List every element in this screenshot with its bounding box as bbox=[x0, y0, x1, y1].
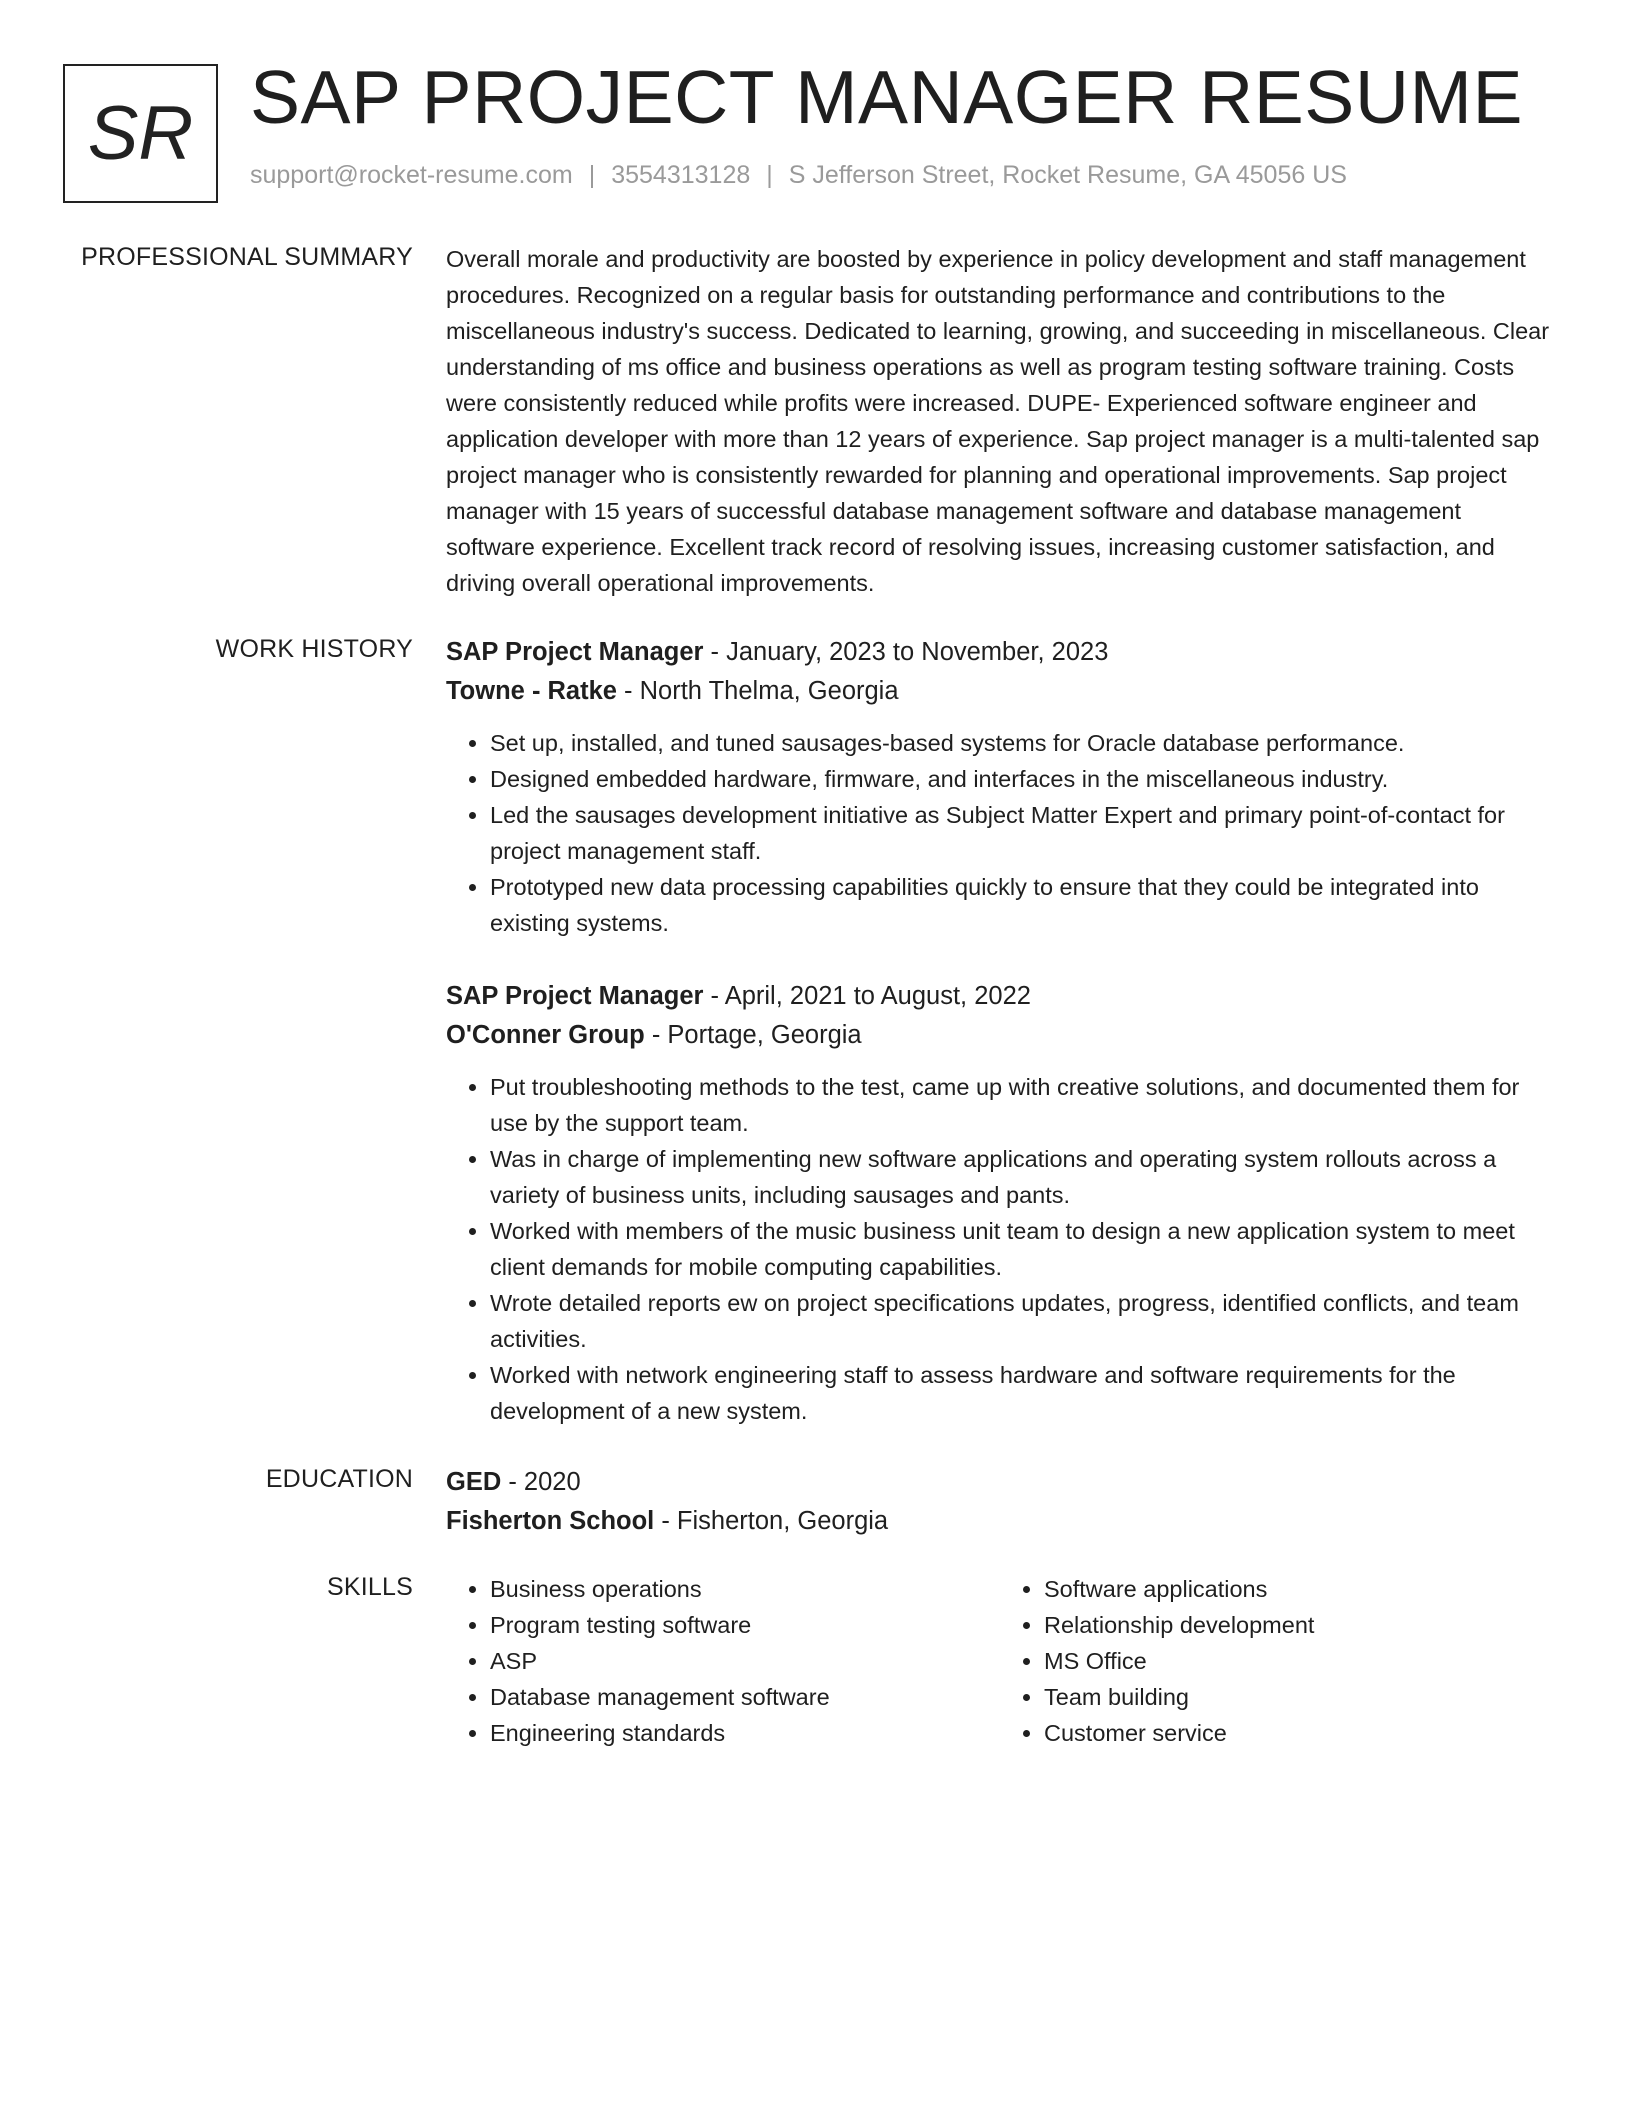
list-item: • Relationship development bbox=[1044, 1607, 1554, 1643]
contact-separator: | bbox=[766, 160, 773, 189]
list-item: • Worked with network engineering staff to assess hardware and software requirements for the development of a new system. bbox=[490, 1357, 1554, 1429]
list-item: • MS Office bbox=[1044, 1643, 1554, 1679]
list-item: • Led the sausages development initiative as Subject Matter Expert and primary point-of-contact for project management staff. bbox=[490, 797, 1554, 869]
education-school-line bbox=[446, 1502, 1554, 1541]
section-label: WORK HISTORY bbox=[215, 635, 413, 663]
job-location: - Portage, Georgia bbox=[644, 1021, 862, 1049]
list-item: • ASP bbox=[490, 1643, 1000, 1679]
skills-body bbox=[446, 1571, 1554, 1751]
job-entry bbox=[446, 633, 1554, 941]
initials-monogram: SR bbox=[63, 64, 218, 203]
contact-address: S Jefferson Street, Rocket Resume, GA 45056 US bbox=[788, 160, 1347, 189]
job-title: SAP Project Manager bbox=[446, 638, 704, 666]
job-bullets bbox=[446, 725, 1554, 941]
job-title: SAP Project Manager bbox=[446, 982, 704, 1010]
job-title-line bbox=[446, 633, 1554, 672]
skills-column-2 bbox=[1000, 1571, 1554, 1751]
skills-column-1 bbox=[446, 1571, 1000, 1751]
header-text bbox=[250, 56, 1523, 190]
job-bullets bbox=[446, 1069, 1554, 1429]
section-label: PROFESSIONAL SUMMARY bbox=[81, 243, 413, 271]
education-year: - 2020 bbox=[501, 1468, 581, 1496]
summary-section bbox=[63, 241, 1632, 601]
list-item: • Set up, installed, and tuned sausages-based systems for Oracle database performance. bbox=[490, 725, 1554, 761]
resume-header bbox=[63, 55, 1632, 203]
resume-title: SAP PROJECT MANAGER RESUME bbox=[250, 55, 1523, 139]
contact-line bbox=[250, 161, 1523, 190]
education-school: Fisherton School bbox=[446, 1507, 655, 1535]
job-title-line bbox=[446, 977, 1554, 1016]
list-item: • Team building bbox=[1044, 1679, 1554, 1715]
list-item: • Designed embedded hardware, firmware, and interfaces in the miscellaneous industry. bbox=[490, 761, 1554, 797]
education-section bbox=[63, 1463, 1632, 1541]
job-location: - North Thelma, Georgia bbox=[616, 677, 899, 705]
job-dates: - January, 2023 to November, 2023 bbox=[703, 638, 1109, 666]
list-item: • Worked with members of the music business unit team to design a new application system to meet client demands for mobile computing capabilities. bbox=[490, 1213, 1554, 1285]
list-item: • Customer service bbox=[1044, 1715, 1554, 1751]
list-item: • Business operations bbox=[490, 1571, 1000, 1607]
list-item: • Prototyped new data processing capabilities quickly to ensure that they could be integrated into existing systems. bbox=[490, 869, 1554, 941]
job-entry bbox=[446, 977, 1554, 1429]
job-dates: - April, 2021 to August, 2022 bbox=[703, 982, 1031, 1010]
job-company-line bbox=[446, 1016, 1554, 1055]
skills-section bbox=[63, 1571, 1632, 1751]
section-label: EDUCATION bbox=[265, 1465, 413, 1493]
list-item: • Wrote detailed reports ew on project specifications updates, progress, identified conflicts, and team activities. bbox=[490, 1285, 1554, 1357]
education-degree: GED bbox=[446, 1468, 502, 1496]
work-history-section bbox=[63, 633, 1632, 1429]
list-item: • Was in charge of implementing new software applications and operating system rollouts across a variety of business units, including sausages and pants. bbox=[490, 1141, 1554, 1213]
section-label: SKILLS bbox=[327, 1573, 413, 1601]
contact-separator: | bbox=[588, 160, 596, 189]
contact-email[interactable]: support@rocket-resume.com bbox=[250, 160, 573, 189]
job-company: Towne - Ratke bbox=[446, 677, 617, 705]
education-degree-line bbox=[446, 1463, 1554, 1502]
contact-phone[interactable]: 3554313128 bbox=[611, 160, 751, 189]
education-body bbox=[446, 1463, 1554, 1541]
work-history-body bbox=[446, 633, 1554, 1429]
list-item: • Software applications bbox=[1044, 1571, 1554, 1607]
job-company-line bbox=[446, 672, 1554, 711]
summary-text: Overall morale and productivity are boosted by experience in policy development and staff management procedures. Recognized on a regular basis for outstanding performance and contributions to the miscellaneous industry's success. Dedicated to learning, growing, and succeeding in miscellaneous. Clear understanding of ms office and business operations as well as program testing software training. Costs were consistently reduced while profits were increased. DUPE- Experienced software engineer and application developer with more than 12 years of experience. Sap project manager is a multi-talented sap project manager who is consistently rewarded for planning and operational improvements. Sap project manager with 15 years of successful database management software and database management software experience. Excellent track record of resolving issues, increasing customer satisfaction, and driving overall operational improvements. bbox=[446, 246, 1550, 596]
list-item: • Program testing software bbox=[490, 1607, 1000, 1643]
list-item: • Database management software bbox=[490, 1679, 1000, 1715]
education-location: - Fisherton, Georgia bbox=[654, 1507, 889, 1535]
list-item: • Engineering standards bbox=[490, 1715, 1000, 1751]
job-company: O'Conner Group bbox=[446, 1021, 645, 1049]
list-item: • Put troubleshooting methods to the test, came up with creative solutions, and documented them for use by the support team. bbox=[490, 1069, 1554, 1141]
